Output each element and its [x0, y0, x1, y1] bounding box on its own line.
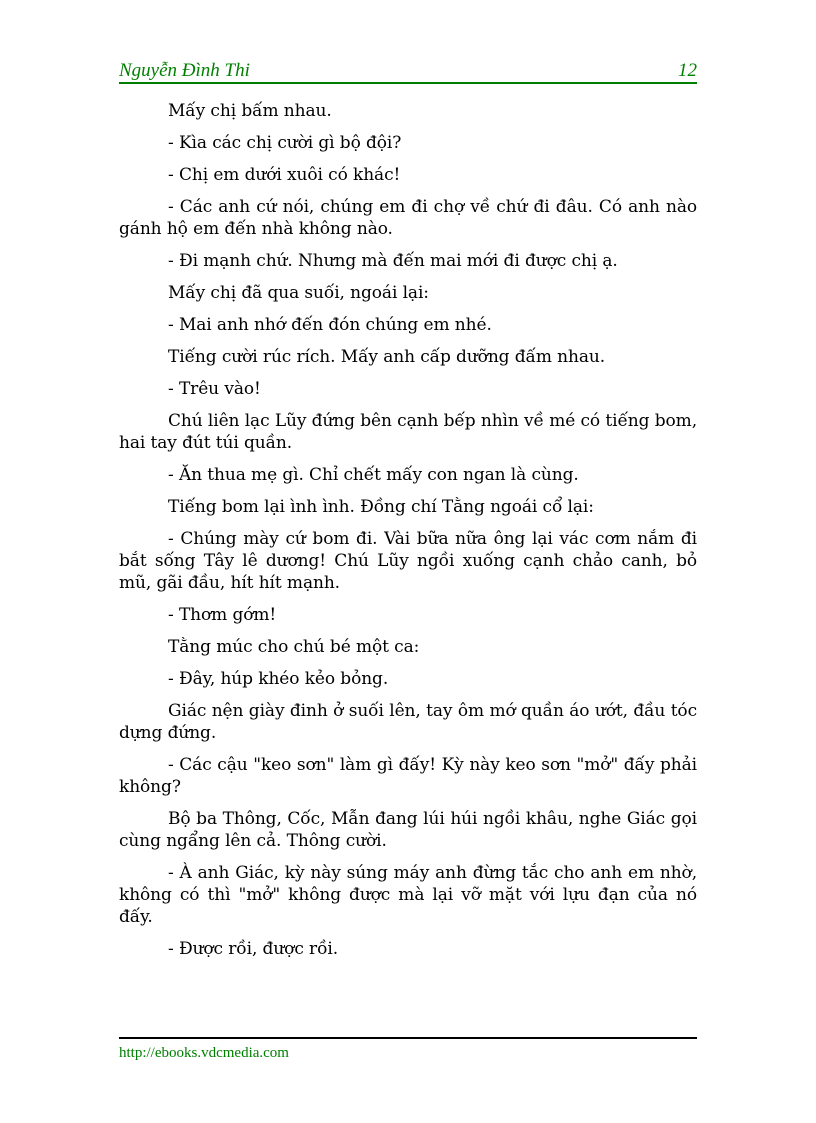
- footer-link[interactable]: http://ebooks.vdcmedia.com: [119, 1045, 289, 1061]
- paragraph: Bộ ba Thông, Cốc, Mẫn đang lúi húi ngồi khâu, nghe Giác gọi cùng ngẩng lên cả. Thông cười.: [119, 809, 697, 851]
- paragraph: - Thơm gớm!: [168, 605, 277, 625]
- paragraph: Giác nện giày đinh ở suối lên, tay ôm mớ quần áo ướt, đầu tóc dựng đứng.: [119, 701, 697, 743]
- page-number: 12: [678, 60, 697, 81]
- paragraph: Tiếng bom lại ình ình. Đồng chí Tằng ngoái cổ lại:: [168, 497, 594, 517]
- paragraph: - Ăn thua mẹ gì. Chỉ chết mấy con ngan là cùng.: [168, 465, 579, 485]
- paragraph: Tằng múc cho chú bé một ca:: [168, 637, 420, 657]
- paragraph: - Các cậu "keo sơn" làm gì đấy! Kỳ này keo sơn "mở" đấy phải không?: [119, 755, 697, 797]
- paragraph: - Các anh cứ nói, chúng em đi chợ về chứ đi đâu. Có anh nào gánh hộ em đến nhà không nào.: [119, 197, 697, 239]
- page-header: [119, 60, 697, 84]
- paragraph: - Đi mạnh chứ. Nhưng mà đến mai mới đi được chị ạ.: [168, 251, 618, 271]
- paragraph: Mấy chị bấm nhau.: [168, 101, 332, 121]
- paragraph: - Chị em dưới xuôi có khác!: [168, 165, 401, 185]
- paragraph: - Chúng mày cứ bom đi. Vài bữa nữa ông lại vác cơm nắm đi bắt sống Tây lê dương! Chú Lũy ngồi xuống cạnh chảo canh, bỏ mũ, gãi đầu, hít hít mạnh.: [119, 529, 697, 593]
- paragraph: Mấy chị đã qua suối, ngoái lại:: [168, 283, 429, 303]
- paragraph: - Được rồi, được rồi.: [168, 939, 339, 959]
- footer-divider: [119, 1037, 697, 1039]
- paragraph: - Mai anh nhớ đến đón chúng em nhé.: [168, 315, 492, 335]
- paragraph: - Đây, húp khéo kẻo bỏng.: [168, 669, 389, 689]
- paragraph: - À anh Giác, kỳ này súng máy anh đừng tắc cho anh em nhờ, không có thì "mở" không được mà lại vỡ mặt với lựu đạn của nó đấy.: [119, 863, 697, 927]
- paragraph: Chú liên lạc Lũy đứng bên cạnh bếp nhìn về mé có tiếng bom, hai tay đút túi quần.: [119, 411, 697, 453]
- body-text: [119, 100, 697, 970]
- paragraph: Tiếng cười rúc rích. Mấy anh cấp dưỡng đấm nhau.: [168, 347, 606, 367]
- paragraph: - Trêu vào!: [168, 379, 261, 399]
- author-name: Nguyễn Đình Thi: [119, 60, 250, 81]
- paragraph: - Kìa các chị cười gì bộ đội?: [168, 133, 402, 153]
